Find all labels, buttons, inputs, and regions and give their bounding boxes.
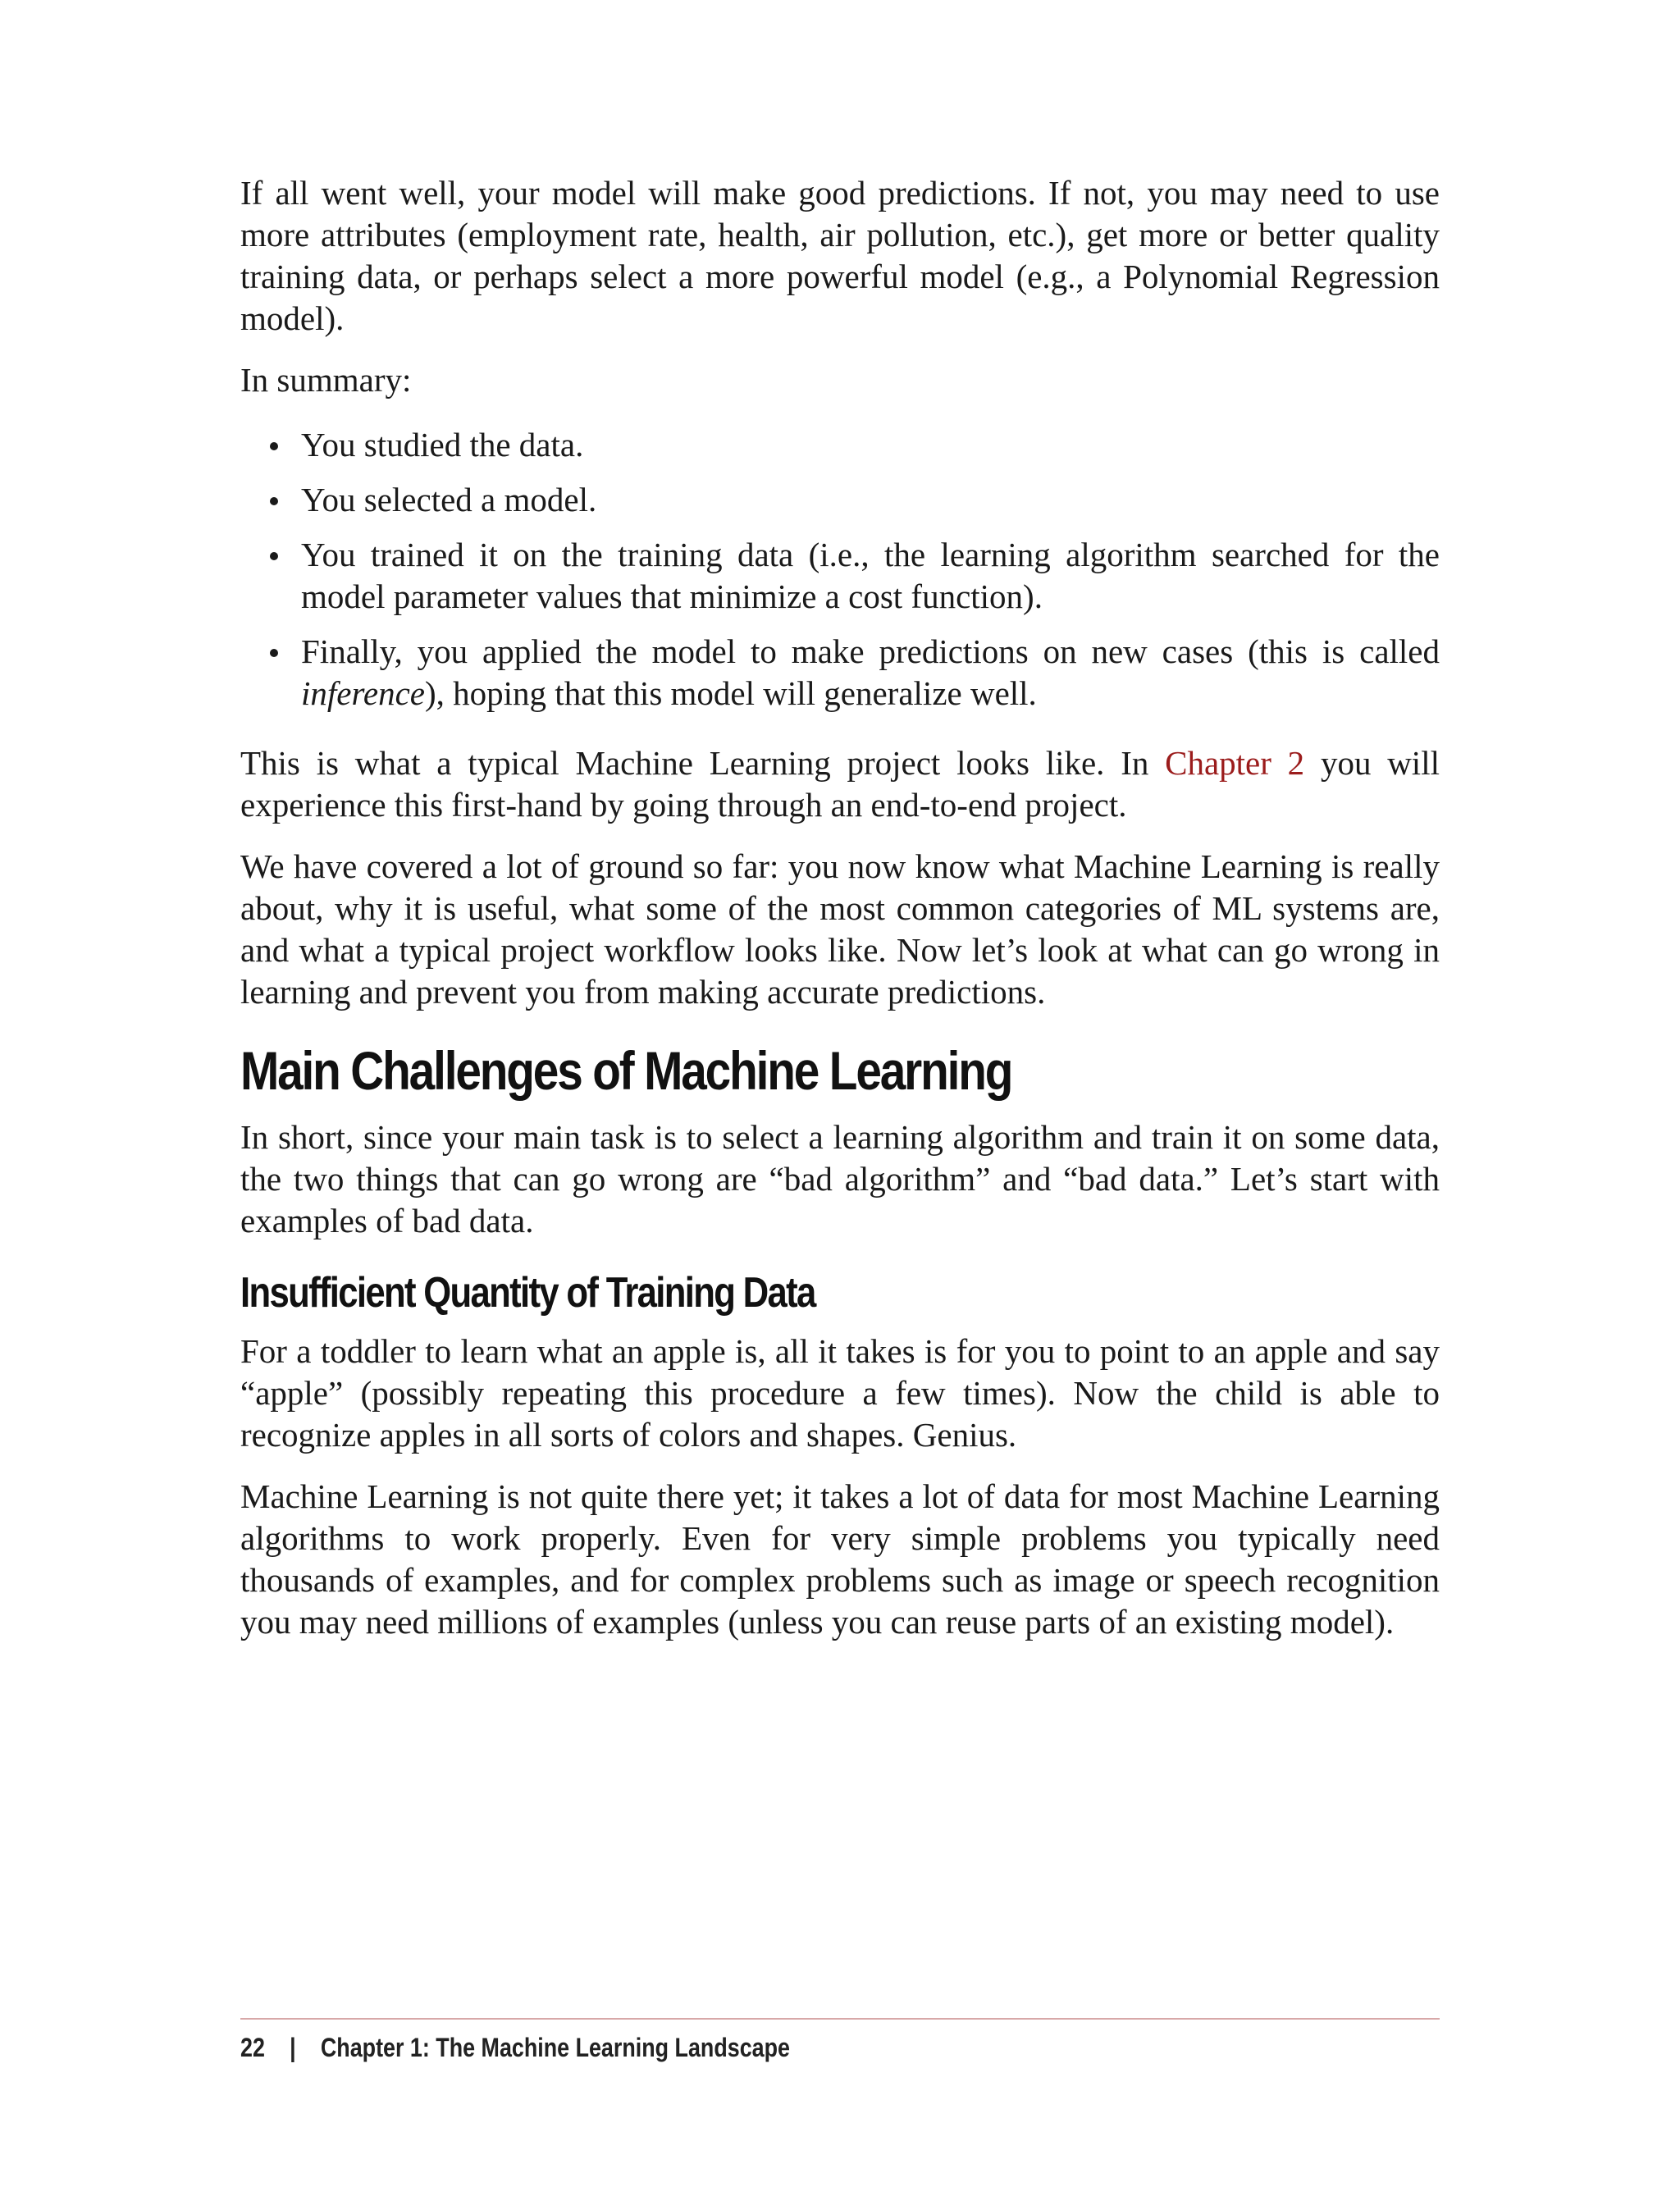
bullet-dot-icon (270, 649, 278, 657)
page-footer (240, 2029, 790, 2066)
bullet-text: You studied the data. (301, 426, 584, 463)
paragraph-in-summary: In summary: (240, 361, 412, 399)
footer-divider (240, 2018, 1440, 2020)
paragraph-section-intro: In short, since your main task is to select a learning algorithm and train it on some data, the two things that can go wrong are “bad algorithm” and “bad data.” Let’s start with examples of bad data. (240, 1118, 1440, 1239)
bullet-item (240, 534, 1440, 618)
text-before-link: This is what a typical Machine Learning project looks like. In (240, 744, 1166, 782)
text-after-link: you will experience this first-hand by going through an end-to-end project. (240, 744, 1440, 824)
paragraph-covered-ground: We have covered a lot of ground so far: you now know what Machine Learning is really about, why it is useful, what some of the most common categories of ML systems are, and what a typical project workflow looks like. Now let’s look at what can go wrong in learning and prevent you from making accurate predictions. (240, 847, 1440, 1011)
section-heading: Main Challenges of Machine Learning (240, 1040, 1012, 1101)
bullet-text: You selected a model. (301, 481, 597, 518)
paragraph-typical-project (240, 742, 1440, 826)
page-body (240, 172, 1440, 1663)
bullet-text-before: Finally, you applied the model to make predictions on new cases (this is called (301, 632, 1440, 670)
paragraph-toddler-apple: For a toddler to learn what an apple is, all it takes is for you to point to an apple and say “apple” (possibly repeating this procedure a few times). Now the child is able to recognize apples in all sorts of colors and shapes. Genius. (240, 1332, 1440, 1454)
paragraph-ml-not-there: Machine Learning is not quite there yet; it takes a lot of data for most Machine Learning algorithms to work properly. Even for very simple problems you typically need thousands of examples, and for complex problems such as image or speech recognition you may need millions of examples (unless you can reuse parts of an existing model). (240, 1477, 1440, 1641)
chapter-2-link[interactable]: Chapter 2 (1165, 744, 1305, 782)
term-inference: inference (301, 674, 426, 712)
subsection-heading: Insufficient Quantity of Training Data (240, 1269, 815, 1317)
bullet-item (240, 479, 1440, 521)
footer-separator: | (290, 2033, 296, 2062)
chapter-running-title: Chapter 1: The Machine Learning Landscape (320, 2033, 790, 2062)
summary-bullet-list (240, 424, 1440, 714)
bullet-item (240, 631, 1440, 714)
bullet-dot-icon (270, 552, 278, 560)
bullet-text-after: ), hoping that this model will generalize well. (425, 674, 1037, 712)
bullet-dot-icon (270, 442, 278, 450)
bullet-dot-icon (270, 497, 278, 505)
page-number: 22 (240, 2033, 265, 2062)
bullet-text: You trained it on the training data (i.e., the learning algorithm searched for the model parameter values that minimize a cost function). (301, 536, 1440, 615)
bullet-item (240, 424, 1440, 466)
paragraph-model-predictions: If all went well, your model will make good predictions. If not, you may need to use more attributes (employment rate, health, air pollution, etc.), get more or better quality training data, or perhaps select a more powerful model (e.g., a Polynomial Regression model). (240, 174, 1440, 337)
